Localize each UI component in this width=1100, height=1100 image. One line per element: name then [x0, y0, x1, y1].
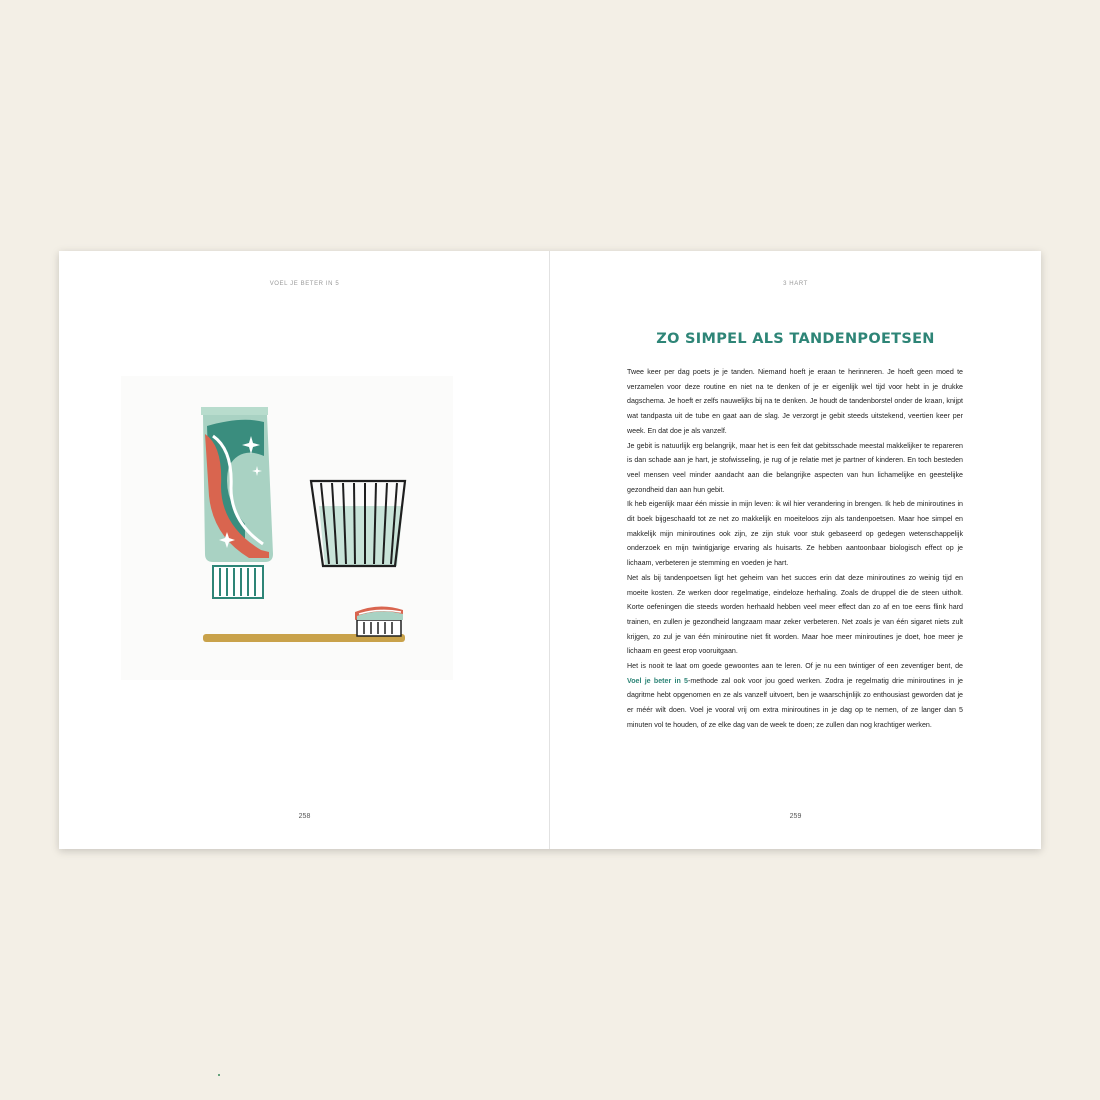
paragraph-5-start: Het is nooit te laat om goede gewoontes aan te leren. Of je nu een twintiger of een zeventiger bent, de — [627, 662, 963, 671]
book-spread — [59, 251, 1041, 849]
paragraph-1: Twee keer per dag poets je je tanden. Niemand hoeft je eraan te herinneren. Je hoeft geen moed te verzamelen voor deze routine en niet na te denken of je er eigenlijk wel tijd voor hebt in je drukke dagschema. Je hoeft er zelfs nauwelijks bij na te denken. Je houdt de tandenborstel onder de kraan, knijpt wat tandpasta uit de tube en gaat aan de slag. Je verzorgt je gebit steeds uitstekend, veertien keer per week. En dat doe je als vanzelf. — [627, 368, 963, 435]
page-number-right: 259 — [789, 813, 802, 820]
paragraph-5 — [627, 659, 963, 733]
left-page — [59, 251, 550, 849]
toothbrushing-illustration — [121, 376, 453, 680]
running-head-left: VOEL JE BETER IN 5 — [269, 281, 340, 287]
body-text — [627, 365, 963, 733]
background-speck — [218, 1074, 220, 1076]
drinking-glass-icon — [311, 481, 405, 566]
paragraph-4: Net als bij tandenpoetsen ligt het geheim van het succes erin dat deze miniroutines zo weinig tijd en moeite kosten. Ze werken door regelmatige, eindeloze herhaling. Zoals de druppel die de steen uitholt. Korte oefeningen die steeds worden herhaald hebben veel meer effect dan zo af en toe eens flink hard trainen, en zullen je gezondheid langzaam maar zeker verbeteren. Net zoals je van één sigaret niets zult krijgen, zo zul je van één miniroutine niet fit worden. Maar hoe meer miniroutines je doet, hoe meer je lichaam en geest erop vooruitgaan. — [627, 573, 963, 656]
running-head-right: 3 HART — [783, 281, 808, 287]
method-name-highlight: Voel je beter in 5 — [627, 676, 688, 685]
toothbrush-icon — [203, 606, 405, 642]
paragraph-3: Ik heb eigenlijk maar één missie in mijn leven: ik wil hier verandering in brengen. Ik heb de miniroutines in dit boek bijgeschaafd tot ze net zo makkelijk en moeiteloos zijn als tandenpoetsen. Maar hoe simpel en makkelijk mijn miniroutines ook zijn, ze zijn stuk voor stuk gebaseerd op gedegen wetenschappelijk onderzoek en mijn twintigjarige ervaring als huisarts. Ze hebben aantoonbaar biologisch effect op je lichaam, verbeteren je stemming en voeden je hart. — [627, 500, 963, 568]
toothpaste-tube-icon — [201, 407, 273, 598]
paragraph-2: Je gebit is natuurlijk erg belangrijk, maar het is een feit dat gebitsschade meestal makkelijker te repareren is dan schade aan je hart, je stofwisseling, je rug of je relatie met je partner of kinderen. En toch besteden veel mensen veel minder aandacht aan die belangrijke aspecten van hun lichamelijke en geestelijke gezondheid dan aan hun gebit. — [627, 441, 963, 494]
page-title: ZO SIMPEL ALS TANDENPOETSEN — [656, 331, 935, 347]
right-page — [550, 251, 1041, 849]
paragraph-5-end: -methode zal ook voor jou goed werken. Zodra je regelmatig drie miniroutines in je dagritme hebt opgenomen en ze als vanzelf uitvoert, ben je waarschijnlijk zo enthousiast geworden dat je er méér wilt doen. Voel je vooral vrij om extra miniroutines in je dag op te nemen, of ze langer dan 5 minuten vol te houden, of ze elke dag van de week te doen; ze zullen dan nog krachtiger werken. — [627, 676, 963, 729]
page-number-left: 258 — [298, 813, 311, 820]
